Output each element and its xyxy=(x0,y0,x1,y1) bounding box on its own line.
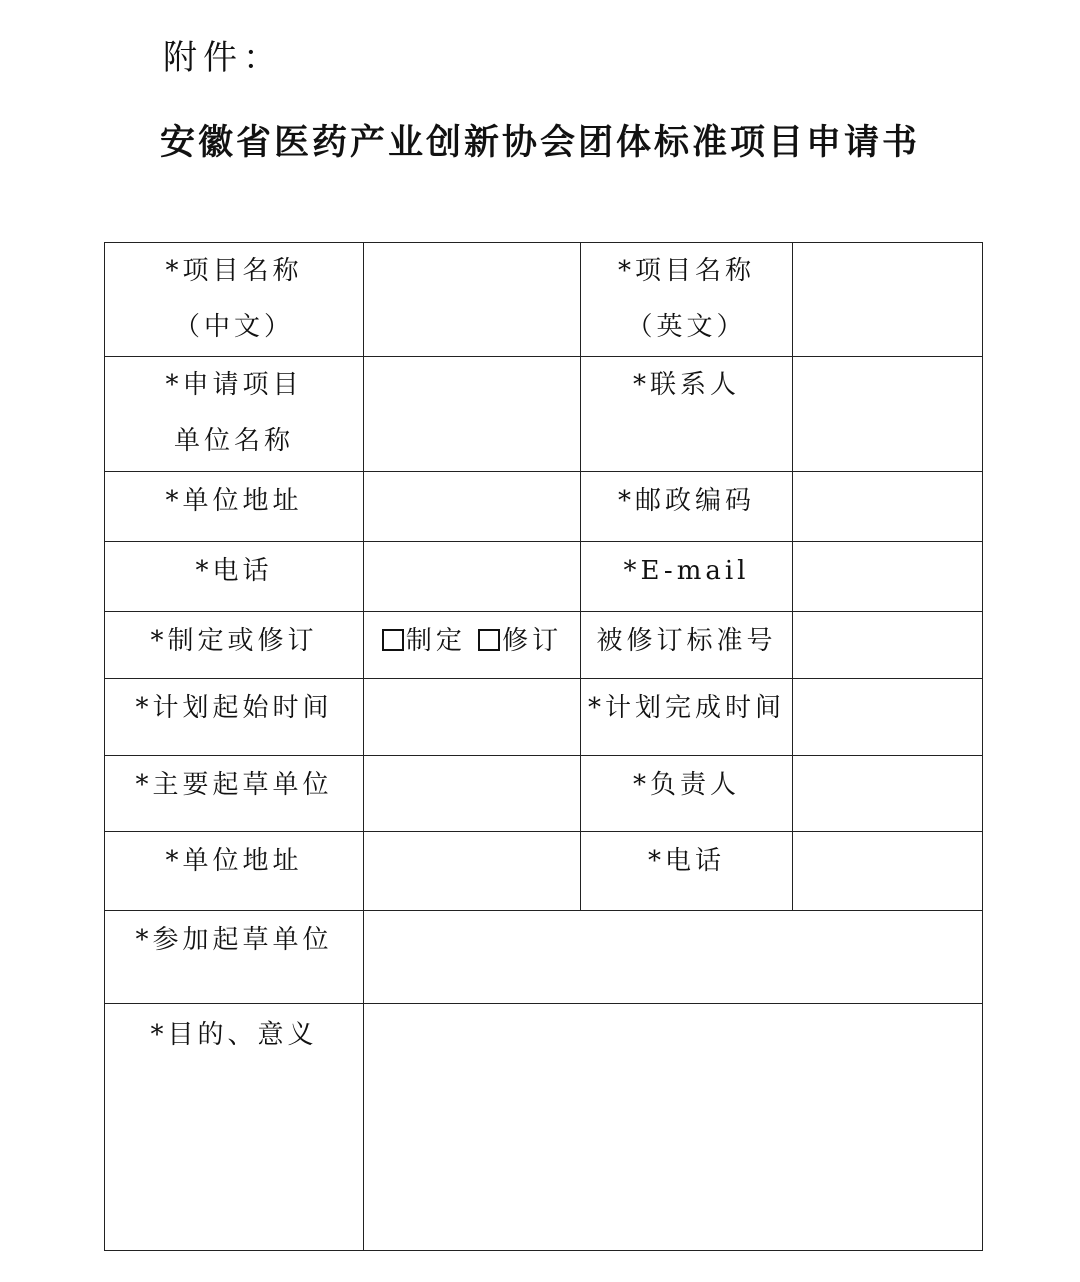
plan-start-time-input[interactable] xyxy=(364,679,581,756)
project-name-en-input[interactable] xyxy=(793,243,983,357)
revised-standard-no-label: 被修订标准号 xyxy=(581,612,793,679)
person-in-charge-input[interactable] xyxy=(793,756,983,832)
project-name-en-label: *项目名称 （英文） xyxy=(581,243,793,357)
drafting-phone-label: *电话 xyxy=(581,832,793,911)
plan-start-time-label: *计划起始时间 xyxy=(105,679,364,756)
plan-end-time-label: *计划完成时间 xyxy=(581,679,793,756)
phone-input[interactable] xyxy=(364,542,581,612)
plan-end-time-input[interactable] xyxy=(793,679,983,756)
contact-person-label: *联系人 xyxy=(581,357,793,472)
drafting-unit-address-input[interactable] xyxy=(364,832,581,911)
revise-option[interactable]: 修订 xyxy=(478,626,562,656)
applicant-unit-label: *申请项目 单位名称 xyxy=(105,357,364,472)
main-drafting-unit-input[interactable] xyxy=(364,756,581,832)
purpose-significance-label: *目的、意义 xyxy=(105,1004,364,1251)
application-form-table xyxy=(104,242,983,1251)
phone-label: *电话 xyxy=(105,542,364,612)
email-input[interactable] xyxy=(793,542,983,612)
establish-or-revise-options xyxy=(364,612,581,679)
revise-checkbox[interactable] xyxy=(478,629,500,651)
postal-code-input[interactable] xyxy=(793,472,983,542)
project-name-cn-label: *项目名称 （中文） xyxy=(105,243,364,357)
drafting-unit-address-label: *单位地址 xyxy=(105,832,364,911)
establish-option[interactable]: 制定 xyxy=(382,626,466,656)
purpose-significance-input[interactable] xyxy=(364,1004,983,1251)
document-title: 安徽省医药产业创新协会团体标准项目申请书 xyxy=(159,123,920,163)
contact-person-input[interactable] xyxy=(793,357,983,472)
unit-address-input[interactable] xyxy=(364,472,581,542)
attachment-label: 附件： xyxy=(163,38,283,78)
participating-units-label: *参加起草单位 xyxy=(105,911,364,1004)
project-name-cn-input[interactable] xyxy=(364,243,581,357)
participating-units-input[interactable] xyxy=(364,911,983,1004)
establish-or-revise-label: *制定或修订 xyxy=(105,612,364,679)
person-in-charge-label: *负责人 xyxy=(581,756,793,832)
revised-standard-no-input[interactable] xyxy=(793,612,983,679)
drafting-phone-input[interactable] xyxy=(793,832,983,911)
main-drafting-unit-label: *主要起草单位 xyxy=(105,756,364,832)
postal-code-label: *邮政编码 xyxy=(581,472,793,542)
email-label: *E-mail xyxy=(581,542,793,612)
unit-address-label: *单位地址 xyxy=(105,472,364,542)
establish-checkbox[interactable] xyxy=(382,629,404,651)
applicant-unit-input[interactable] xyxy=(364,357,581,472)
